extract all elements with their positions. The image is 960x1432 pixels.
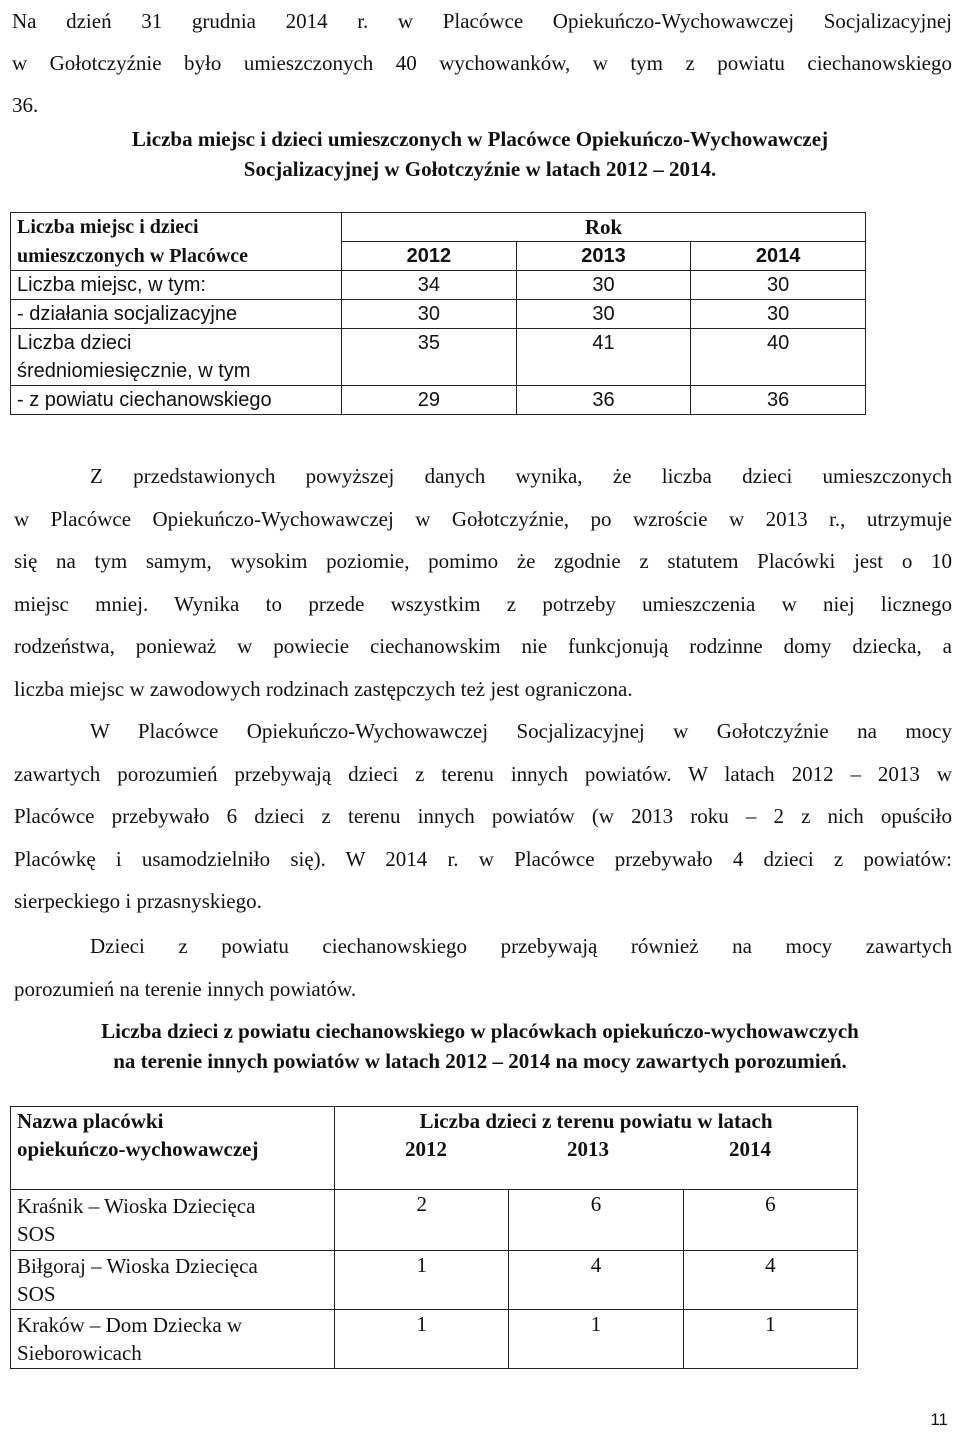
table-cell: 30 — [516, 271, 691, 300]
paragraph-line: liczba miejsc w zawodowych rodzinach zastępczych też jest ograniczona. — [14, 676, 633, 701]
table-row — [11, 329, 866, 386]
table1-caption — [0, 124, 960, 184]
table-cell: 36 — [516, 386, 691, 415]
analysis-paragraph — [14, 455, 952, 710]
placement-table — [10, 212, 866, 415]
facility-name — [11, 1190, 335, 1251]
table-cell: 29 — [342, 386, 517, 415]
caption-line: Socjalizacyjnej w Gołotczyźnie w latach 2012 – 2014. — [243, 157, 717, 181]
facility-name-line: Kraśnik – Wioska Dziecięca — [17, 1194, 256, 1218]
table-cell: 41 — [516, 329, 691, 386]
table-row — [11, 1251, 858, 1310]
header-line: opiekuńczo-wychowawczej — [17, 1137, 259, 1161]
paragraph-line: zawartych porozumień przebywają dzieci z terenu innych powiatów. W latach 2012 – 2013 w — [14, 761, 952, 786]
paragraph-line: porozumień na terenie innych powiatów. — [14, 976, 357, 1001]
table-cell: 1 — [335, 1310, 509, 1369]
page-number: 11 — [930, 1410, 948, 1429]
row-label: - z powiatu ciechanowskiego — [11, 386, 342, 415]
table-header-cell — [11, 1107, 335, 1190]
years-header — [341, 1135, 851, 1163]
paragraph-line: sierpeckiego i przasnyskiego. — [14, 889, 262, 913]
table-cell: 6 — [683, 1190, 857, 1251]
caption-line: Liczba miejsc i dzieci umieszczonych w Placówce Opiekuńczo-Wychowawczej — [131, 127, 829, 151]
paragraph-line: Placówkę i usamodzielniło się). W 2014 r. w Placówce przebywało 4 dzieci z powiatów: — [14, 846, 952, 871]
facility-name-line: Biłgoraj – Wioska Dziecięca — [17, 1254, 258, 1278]
row-label-line: Liczba dzieci — [17, 332, 132, 354]
table-row — [11, 1190, 858, 1251]
table-row — [11, 386, 866, 415]
table2-caption — [0, 1016, 960, 1076]
table-cell: 1 — [683, 1310, 857, 1369]
row-label: - działania socjalizacyjne — [11, 300, 342, 329]
row-label-line: średniomiesięcznie, w tym — [17, 360, 251, 382]
table-cell: 30 — [516, 300, 691, 329]
paragraph-line: Placówce przebywało 6 dzieci z terenu innych powiatów (w 2013 roku – 2 z nich opuściło — [14, 804, 952, 828]
table-cell: 2 — [335, 1190, 509, 1251]
paragraph-line: Z przedstawionych powyższej danych wynika, że liczba dzieci umieszczonych — [90, 464, 952, 488]
year-header-cell: 2012 — [405, 1137, 448, 1161]
paragraph-line: W Placówce Opiekuńczo-Wychowawczej Socjalizacyjnej w Gołotczyźnie na mocy — [90, 719, 952, 743]
intro-line: w Gołotczyźnie było umieszczonych 40 wychowanków, w tym z powiatu ciechanowskiego — [12, 51, 952, 75]
year-header-cell: 2013 — [567, 1137, 609, 1161]
intro-line: 36. — [12, 93, 39, 117]
paragraph-line: rodzeństwa, ponieważ w powiecie ciechanowskim nie funkcjonują rodzinne domy dziecka, a — [14, 634, 952, 658]
other-counties-paragraph — [14, 925, 952, 1010]
year-header-cell: 2012 — [342, 242, 517, 271]
intro-line: Na dzień 31 grudnia 2014 r. w Placówce Opiekuńczo-Wychowawczej Socjalizacyjnej — [12, 9, 952, 33]
facility-name-line: Sieborowicach — [17, 1341, 142, 1365]
caption-line: na terenie innych powiatów w latach 2012 – 2014 na mocy zawartych porozumień. — [113, 1049, 847, 1073]
facility-name-line: SOS — [17, 1282, 56, 1306]
table-header-cell: umieszczonych w Placówce — [11, 242, 342, 271]
facility-name — [11, 1310, 335, 1369]
row-label: Liczba miejsc, w tym: — [11, 271, 342, 300]
year-header-cell: 2014 — [691, 242, 866, 271]
table-cell: 6 — [509, 1190, 683, 1251]
table-row — [11, 271, 866, 300]
facility-name-line: Kraków – Dom Dziecka w — [17, 1313, 243, 1337]
other-facilities-table — [10, 1106, 858, 1369]
table-header-row — [11, 242, 866, 271]
table-cell: 35 — [342, 329, 517, 386]
table-cell: 30 — [691, 271, 866, 300]
paragraph-line: Dzieci z powiatu ciechanowskiego przebywają również na mocy zawartych — [90, 934, 952, 958]
paragraph-line: się na tym samym, wysokim poziomie, pomimo że zgodnie z statutem Placówki jest o 10 — [14, 549, 952, 573]
table-cell: 40 — [691, 329, 866, 386]
table-cell: 1 — [509, 1310, 683, 1369]
paragraph-line: w Placówce Opiekuńczo-Wychowawczej w Gołotczyźnie, po wzroście w 2013 r., utrzymuje — [14, 506, 952, 531]
table-cell: 30 — [342, 300, 517, 329]
row-label — [11, 329, 342, 386]
caption-line: Liczba dzieci z powiatu ciechanowskiego w placówkach opiekuńczo-wychowawczych — [101, 1019, 859, 1043]
table-row — [11, 300, 866, 329]
table-cell: 36 — [691, 386, 866, 415]
table-cell: 4 — [683, 1251, 857, 1310]
intro-paragraph — [12, 0, 952, 126]
table-header-cell — [335, 1107, 858, 1190]
agreements-paragraph — [14, 710, 952, 923]
header-line: Nazwa placówki — [17, 1109, 164, 1133]
facility-name-line: SOS — [17, 1222, 56, 1246]
table-cell: 4 — [509, 1251, 683, 1310]
table-header-row — [11, 213, 866, 242]
year-header-cell: 2013 — [516, 242, 691, 271]
table-header-cell: Liczba miejsc i dzieci — [11, 213, 342, 242]
year-header-cell: 2014 — [728, 1137, 771, 1161]
header-line: Liczba dzieci z terenu powiatu w latach — [419, 1109, 773, 1133]
paragraph-line: miejsc mniej. Wynika to przede wszystkim z potrzeby umieszczenia w niej licznego — [14, 591, 952, 616]
table-row — [11, 1310, 858, 1369]
table-header-row — [11, 1107, 858, 1190]
table-cell: 34 — [342, 271, 517, 300]
table-cell: 30 — [691, 300, 866, 329]
table-header-cell: Rok — [342, 213, 866, 242]
table-cell: 1 — [335, 1251, 509, 1310]
facility-name — [11, 1251, 335, 1310]
